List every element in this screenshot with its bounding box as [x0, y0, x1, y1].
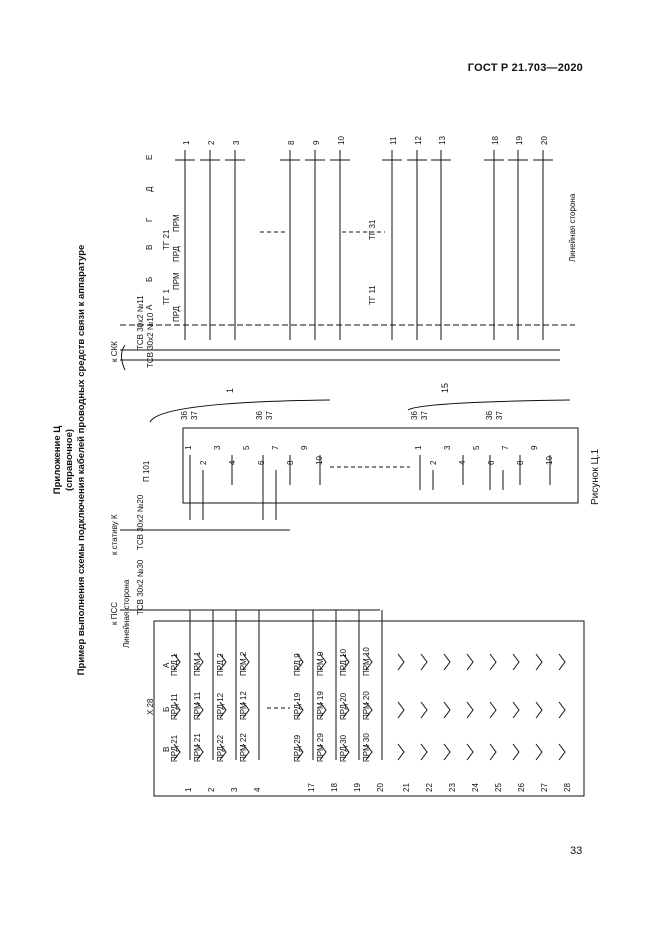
left-cell-label: ПРМ 9: [316, 651, 325, 676]
right-column-label: Б: [145, 276, 154, 282]
middle-pin-label: 37: [420, 411, 429, 420]
right-sub-label: ПРД: [172, 306, 181, 322]
left-cell-label: ПРД 19: [293, 692, 302, 720]
middle-contact-label: 8: [285, 460, 295, 465]
left-row-number: 25: [494, 783, 503, 792]
left-cell-label: ПРД 12: [216, 692, 225, 720]
left-row-number: 28: [563, 783, 572, 792]
left-col-v: В: [162, 746, 171, 752]
middle-contact-label: 8: [515, 460, 525, 465]
right-group-label: ТГ 31: [368, 219, 377, 240]
middle-contact-label: 9: [300, 445, 309, 450]
right-line-side: Линейная сторона: [568, 193, 577, 262]
right-output-label: 3: [232, 140, 241, 145]
right-column-label: А: [145, 304, 154, 310]
left-cell-label: ПРМ 19: [316, 691, 325, 720]
left-to-label: к ПСС: [110, 601, 119, 625]
left-line-side: Линейная сторона: [122, 579, 131, 648]
right-cable-10: ТСВ 30х2 №10: [146, 312, 155, 368]
middle-pin-label: 36: [255, 411, 264, 420]
right-to-label: к СКК: [110, 341, 119, 362]
left-cell-label: ПРМ 2: [239, 651, 248, 676]
left-cell-label: ПРД 11: [170, 693, 179, 720]
middle-pin-label: 36: [180, 411, 189, 420]
middle-contact-label: 3: [213, 445, 222, 450]
left-cell-label: ПРД 21: [170, 734, 179, 762]
right-output-label: 11: [389, 136, 398, 145]
left-cell-label: ПРД 30: [339, 734, 348, 762]
middle-group-label: 1: [225, 387, 235, 393]
left-row-number: 22: [425, 783, 434, 792]
middle-cable-label: ТСВ 30х2 №20: [136, 494, 145, 550]
middle-pin-label: 36: [410, 411, 419, 420]
middle-contact-label: 10: [544, 456, 554, 465]
right-output-label: 10: [337, 136, 346, 145]
left-cell-label: ПРМ 12: [239, 691, 248, 720]
right-output-label: 9: [312, 140, 321, 145]
left-col-a: А: [162, 662, 171, 668]
right-output-label: 2: [207, 140, 216, 145]
middle-contact-label: 2: [198, 460, 208, 465]
middle-contact-label: 7: [271, 445, 280, 450]
terminal-block-p101-frame: [183, 428, 578, 503]
left-row-number: 26: [517, 783, 526, 792]
right-sub-label: ПРМ: [172, 272, 181, 290]
right-output-label: 1: [182, 140, 191, 145]
left-col-b: Б: [162, 706, 171, 712]
figure-caption: Рисунок Ц.1: [590, 448, 601, 505]
left-cable-label: ТСВ 30х2 №30: [136, 559, 145, 615]
middle-group-label: 15: [440, 382, 450, 393]
right-group-label: ТГ 1: [162, 289, 171, 305]
middle-pin-label: 37: [495, 411, 504, 420]
appendix-heading: Пример выполнения схемы подключения кабелей проводных средств связи к аппаратуре: [76, 244, 87, 676]
left-cell-label: ПРД 29: [293, 734, 302, 762]
left-cell-label: ПРД 22: [216, 734, 225, 762]
middle-pin-label: 36: [485, 411, 494, 420]
left-cell-label: ПРМ 11: [193, 691, 202, 720]
middle-contact-label: 2: [428, 460, 438, 465]
left-cell-label: ПРМ 29: [316, 733, 325, 762]
left-cell-label: ПРМ 20: [362, 691, 371, 720]
middle-contact-label: 1: [414, 445, 423, 450]
left-row-number: 27: [540, 783, 549, 792]
right-group-label: ТГ 21: [162, 229, 171, 250]
middle-contact-label: 9: [530, 445, 539, 450]
left-row-number: 20: [376, 783, 385, 792]
right-column-label: В: [145, 244, 154, 250]
middle-contact-label: 6: [486, 460, 496, 465]
middle-contact-label: 5: [472, 445, 481, 450]
left-cell-label: ПРМ 30: [362, 733, 371, 762]
right-column-label: Е: [145, 154, 154, 160]
left-row-number: 3: [230, 787, 239, 792]
standard-header: ГОСТ Р 21.703—2020: [467, 62, 583, 74]
left-cell-label: ПРД 2: [216, 653, 225, 676]
left-row-number: 18: [330, 783, 339, 792]
middle-contact-label: 4: [227, 460, 237, 465]
left-row-number: 1: [184, 787, 193, 792]
left-row-number: 24: [471, 783, 480, 792]
middle-unit-label: П 101: [142, 460, 151, 482]
middle-contact-label: 5: [242, 445, 251, 450]
right-sub-label: ПРД: [172, 246, 181, 262]
middle-pin-label: 37: [265, 411, 274, 420]
middle-contact-label: 3: [443, 445, 452, 450]
right-output-label: 19: [515, 136, 524, 145]
left-cell-label: ПРД 10: [339, 648, 348, 676]
left-row-number: 23: [448, 783, 457, 792]
right-output-label: 12: [414, 136, 423, 145]
right-output-label: 8: [287, 140, 296, 145]
left-row-number: 17: [307, 783, 316, 792]
appendix-note: (справочное): [64, 428, 75, 492]
right-group-label: ТГ 11: [368, 285, 377, 305]
left-row-number: 4: [253, 787, 262, 792]
left-row-number: 2: [207, 787, 216, 792]
middle-contact-label: 6: [256, 460, 266, 465]
left-cell-label: ПРД 20: [339, 692, 348, 720]
left-unit-label: Х 28: [146, 698, 155, 715]
right-column-label: Г: [145, 217, 154, 222]
left-row-number: 21: [402, 783, 411, 792]
right-cable-11: ТСВ 30х2 №11: [136, 295, 145, 350]
left-cell-label: ПРМ 10: [362, 647, 371, 676]
middle-to-label: к стативу К: [110, 514, 119, 555]
right-column-label: Д: [145, 186, 154, 192]
left-row-number: 19: [353, 783, 362, 792]
middle-contact-label: 7: [501, 445, 510, 450]
left-cell-label: ПРМ 22: [239, 733, 248, 762]
middle-pin-label: 37: [190, 411, 199, 420]
right-output-label: 20: [540, 136, 549, 145]
right-sub-label: ПРМ: [172, 214, 181, 232]
left-cell-label: ПРД 9: [293, 653, 302, 676]
left-cell-label: ПРМ 1: [193, 651, 202, 676]
right-output-label: 18: [491, 136, 500, 145]
middle-contact-label: 1: [184, 445, 193, 450]
middle-contact-label: 4: [457, 460, 467, 465]
left-cell-label: ПРД 1: [170, 653, 179, 676]
right-output-label: 13: [438, 136, 447, 145]
middle-contact-label: 10: [314, 456, 324, 465]
left-cell-label: ПРМ 21: [193, 733, 202, 762]
appendix-title: Приложение Ц: [52, 425, 63, 495]
page-number: 33: [570, 845, 583, 857]
